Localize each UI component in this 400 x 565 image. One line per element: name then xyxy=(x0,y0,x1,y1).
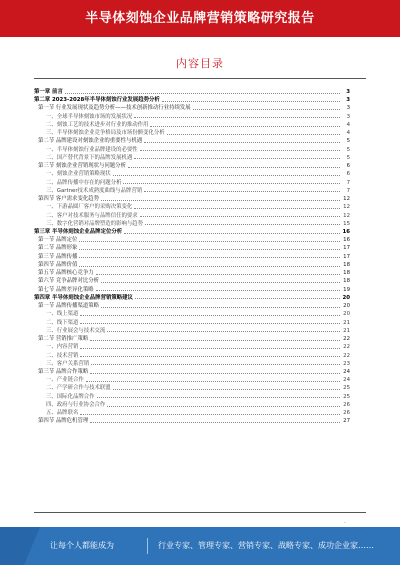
toc-entry[interactable] xyxy=(34,104,350,112)
footer-decoration xyxy=(0,527,40,565)
toc-entry[interactable] xyxy=(34,129,350,137)
toc-leader-dots xyxy=(134,158,340,159)
toc-entry-label: 三、半导体刻蚀企业竞争格局及市场份额变化分析 xyxy=(46,130,165,137)
toc-entry-page: 3 xyxy=(346,97,350,104)
toc-leader-dots xyxy=(80,356,340,357)
toc-leader-dots xyxy=(140,216,340,217)
toc-entry[interactable] xyxy=(34,409,350,417)
toc-entry[interactable] xyxy=(34,401,350,409)
toc-leader-dots xyxy=(140,150,340,151)
toc-entry[interactable] xyxy=(34,162,350,170)
toc-entry-page: 24 xyxy=(343,368,350,375)
toc-leader-dots xyxy=(135,298,340,299)
toc-entry-label: 第四节 品牌价值 xyxy=(38,261,78,268)
toc-leader-dots xyxy=(101,282,340,283)
toc-entry-label: 第四章 半导体刻蚀企业品牌营销策略建议 xyxy=(34,294,133,301)
toc-entry-label: 二、客户对技术服务与品牌信任的要求 xyxy=(46,212,138,219)
toc-entry-label: 一、内容营销 xyxy=(46,344,79,351)
toc-entry[interactable] xyxy=(34,154,350,162)
toc-entry-label: 一、全球半导体刻蚀市场的发展状况 xyxy=(46,113,133,120)
toc-leader-dots xyxy=(65,93,340,94)
toc-entry-label: 五、品牌联名 xyxy=(46,410,79,417)
toc-entry-label: 一、刻蚀企业营销策略现状 xyxy=(46,171,111,178)
toc-entry-page: 18 xyxy=(343,270,350,277)
toc-entry-page: 20 xyxy=(342,294,350,301)
toc-entry-page: 4 xyxy=(346,121,350,128)
toc-leader-dots xyxy=(162,101,340,102)
toc-leader-dots xyxy=(79,266,340,267)
toc-entry-label: 二、刻蚀工艺的技术进步对行业的推动作用 xyxy=(46,121,149,128)
toc-entry-label: 第五节 品牌核心竞争力 xyxy=(38,270,94,277)
toc-leader-dots xyxy=(128,167,340,168)
toc-entry-page: 26 xyxy=(343,401,350,408)
toc-leader-dots xyxy=(167,134,340,135)
toc-entry-label: 第三节 品牌合作策略 xyxy=(38,368,89,375)
toc-entry-label: 三、数字化营销对品牌塑造的影响与趋势 xyxy=(46,220,144,227)
toc-entry-page: 23 xyxy=(343,360,350,367)
toc-leader-dots xyxy=(144,142,340,143)
toc-leader-dots xyxy=(145,224,340,225)
toc-entry[interactable] xyxy=(34,261,350,269)
toc-entry-page: 3 xyxy=(346,113,350,120)
toc-entry-page: 22 xyxy=(343,352,350,359)
footer-slogan-right: 行业专家、管理专家、营销专家、战略专家、成功企业家…… xyxy=(158,541,374,550)
toc-entry-label: 第四节 客户需求变化趋势 xyxy=(38,196,100,203)
toc-entry[interactable] xyxy=(34,253,350,261)
toc-entry-label: 第四节 品牌危机管理 xyxy=(38,418,89,425)
toc-entry[interactable] xyxy=(34,244,350,252)
toc-entry-page: 21 xyxy=(343,327,350,334)
toc-leader-dots xyxy=(134,208,340,209)
toc-entry-label: 第三节 品牌传播 xyxy=(38,253,78,260)
toc-entry-page: 12 xyxy=(343,204,350,211)
toc-leader-dots xyxy=(80,323,340,324)
toc-entry-page: 5 xyxy=(346,154,350,161)
toc-entry[interactable] xyxy=(34,187,350,195)
toc-entry-label: 一、线上渠道 xyxy=(46,311,79,318)
page-marker: · xyxy=(344,520,346,527)
toc-entry-page: 26 xyxy=(343,410,350,417)
toc-entry[interactable] xyxy=(34,319,350,327)
toc-entry-page: 22 xyxy=(343,336,350,343)
toc-leader-dots xyxy=(90,422,340,423)
toc-entry[interactable] xyxy=(34,203,350,211)
toc-entry-page: 20 xyxy=(343,311,350,318)
toc-entry-page: 20 xyxy=(343,303,350,310)
toc-entry-label: 第三节 刻蚀企业营销现状与问题分析 xyxy=(38,163,126,170)
footer-bar xyxy=(0,527,400,565)
toc-leader-dots xyxy=(90,373,340,374)
toc-leader-dots xyxy=(124,233,340,234)
toc-entry-label: 第一节 行业发展现状及趋势分析——技术创新推动行业持续发展 xyxy=(38,105,191,112)
toc-leader-dots xyxy=(134,117,340,118)
toc-entry[interactable] xyxy=(34,170,350,178)
toc-leader-dots xyxy=(113,175,340,176)
footer-slogan-left: 让每个人都能成为 xyxy=(50,541,114,550)
toc-leader-dots xyxy=(96,290,340,291)
toc-entry-page: 5 xyxy=(346,146,350,153)
toc-entry[interactable] xyxy=(34,310,350,318)
toc-leader-dots xyxy=(79,257,340,258)
toc-entry[interactable] xyxy=(34,113,350,121)
toc-entry[interactable] xyxy=(34,352,350,360)
toc-entry[interactable] xyxy=(34,335,350,343)
toc-entry[interactable] xyxy=(34,121,350,129)
report-title-banner: 半导体刻蚀企业品牌营销策略研究报告 xyxy=(0,0,400,37)
toc-leader-dots xyxy=(80,315,340,316)
toc-entry[interactable] xyxy=(34,146,350,154)
toc-entry-label: 三、Gartner技术成熟度曲线与品牌营销 xyxy=(46,187,143,194)
toc-entry[interactable] xyxy=(34,376,350,384)
toc-entry-label: 二、产学研合作与技术联盟 xyxy=(46,385,111,392)
toc-leader-dots xyxy=(80,348,340,349)
toc-entry[interactable] xyxy=(34,294,350,302)
toc-entry-page: 12 xyxy=(343,212,350,219)
toc-entry-label: 二、技术营销 xyxy=(46,352,79,359)
toc-entry[interactable] xyxy=(34,343,350,351)
toc-entry[interactable] xyxy=(34,368,350,376)
toc-entry-label: 三、国际化品牌合作 xyxy=(46,393,95,400)
toc-entry-page: 3 xyxy=(346,105,350,112)
toc-entry-page: 24 xyxy=(343,377,350,384)
toc-entry[interactable] xyxy=(34,88,350,96)
toc-entry-page: 3 xyxy=(346,89,350,95)
toc-entry-label: 二、国产替代背景下的品牌发展机遇 xyxy=(46,154,133,161)
toc-leader-dots xyxy=(86,381,340,382)
toc-entry-page: 25 xyxy=(343,385,350,392)
toc-entry-page: 17 xyxy=(343,253,350,260)
toc-leader-dots xyxy=(144,191,340,192)
toc-entry-page: 15 xyxy=(343,220,350,227)
toc-entry[interactable] xyxy=(34,417,350,425)
toc-leader-dots xyxy=(90,340,340,341)
toc-entry-page: 6 xyxy=(346,171,350,178)
toc-entry-page: 16 xyxy=(342,228,350,235)
toc-entry[interactable] xyxy=(34,228,350,236)
toc-entry-page: 21 xyxy=(343,319,350,326)
toc-entry-label: 一、下游晶圆厂客户的采购决策变化 xyxy=(46,204,133,211)
toc-entry-label: 三、客户关系营销 xyxy=(46,360,90,367)
toc-entry-page: 12 xyxy=(343,196,350,203)
toc-leader-dots xyxy=(107,331,340,332)
toc-entry-label: 二、线下渠道 xyxy=(46,319,79,326)
toc-leader-dots xyxy=(97,397,340,398)
toc-entry[interactable] xyxy=(34,360,350,368)
toc-entry[interactable] xyxy=(34,212,350,220)
toc-top-rule xyxy=(34,78,366,79)
toc-entry-label: 第三章 半导体刻蚀企业品牌定位分析 xyxy=(34,228,123,235)
toc-leader-dots xyxy=(107,406,340,407)
toc-entry[interactable] xyxy=(34,269,350,277)
toc-leader-dots xyxy=(96,274,340,275)
toc-leader-dots xyxy=(79,241,340,242)
toc-entry-label: 二、品牌传播中存在的问题分析 xyxy=(46,179,122,186)
toc-entry-page: 5 xyxy=(346,138,350,145)
toc-entry[interactable] xyxy=(34,286,350,294)
toc-entry-label: 一、产业链合作 xyxy=(46,377,84,384)
toc-entry[interactable] xyxy=(34,277,350,285)
toc-entry[interactable] xyxy=(34,236,350,244)
toc-entry-label: 第一节 品牌定位 xyxy=(38,237,78,244)
toc-entry-label: 三、行业展会与技术交流 xyxy=(46,327,106,334)
toc-leader-dots xyxy=(150,126,340,127)
toc-entry-page: 25 xyxy=(343,393,350,400)
toc-entry[interactable] xyxy=(34,195,350,203)
toc-entry[interactable] xyxy=(34,327,350,335)
toc-entry[interactable] xyxy=(34,96,350,104)
toc-entry-page: 22 xyxy=(343,344,350,351)
toc-entry-page: 6 xyxy=(346,163,350,170)
toc-entry-page: 7 xyxy=(346,187,350,194)
toc-list xyxy=(34,88,350,426)
toc-entry-label: 第二节 品牌形象 xyxy=(38,245,78,252)
toc-entry-page: 17 xyxy=(343,245,350,252)
toc-title: 内容目录 xyxy=(176,57,224,70)
toc-entry-label: 一、半导体刻蚀行业品牌建设的必要性 xyxy=(46,146,138,153)
toc-entry-label: 第七节 品牌差异化策略 xyxy=(38,286,94,293)
toc-entry-page: 27 xyxy=(343,418,350,425)
toc-entry-label: 第六节 竞争品牌对比分析 xyxy=(38,278,100,285)
toc-entry[interactable] xyxy=(34,393,350,401)
toc-entry[interactable] xyxy=(34,302,350,310)
toc-entry-page: 4 xyxy=(346,130,350,137)
toc-leader-dots xyxy=(123,183,340,184)
toc-entry-page: 18 xyxy=(343,261,350,268)
toc-entry-label: 第一章 前言 xyxy=(34,89,63,95)
toc-leader-dots xyxy=(101,307,340,308)
toc-leader-dots xyxy=(193,109,340,110)
toc-entry-label: 第二章 2023-2028年半导体刻蚀行业发展趋势分析 xyxy=(34,97,160,104)
toc-leader-dots xyxy=(101,200,340,201)
toc-leader-dots xyxy=(79,249,340,250)
toc-leader-dots xyxy=(113,389,340,390)
footer-divider xyxy=(147,538,148,554)
toc-entry-page: 7 xyxy=(346,179,350,186)
toc-leader-dots xyxy=(91,364,340,365)
toc-leader-dots xyxy=(80,414,340,415)
toc-entry-page: 18 xyxy=(343,278,350,285)
toc-bottom-rule xyxy=(34,512,366,513)
toc-entry[interactable] xyxy=(34,220,350,228)
toc-entry-page: 16 xyxy=(343,237,350,244)
toc-entry[interactable] xyxy=(34,179,350,187)
toc-entry-label: 第二节 品牌建设对刻蚀企业的重要性与机遇 xyxy=(38,138,143,145)
toc-entry[interactable] xyxy=(34,137,350,145)
toc-entry-label: 第一节 品牌传播渠道策略 xyxy=(38,303,100,310)
toc-entry[interactable] xyxy=(34,384,350,392)
toc-entry-page: 19 xyxy=(343,286,350,293)
toc-entry-label: 四、政府与行业协会合作 xyxy=(46,401,106,408)
toc-entry-label: 第二节 营销推广策略 xyxy=(38,336,89,343)
